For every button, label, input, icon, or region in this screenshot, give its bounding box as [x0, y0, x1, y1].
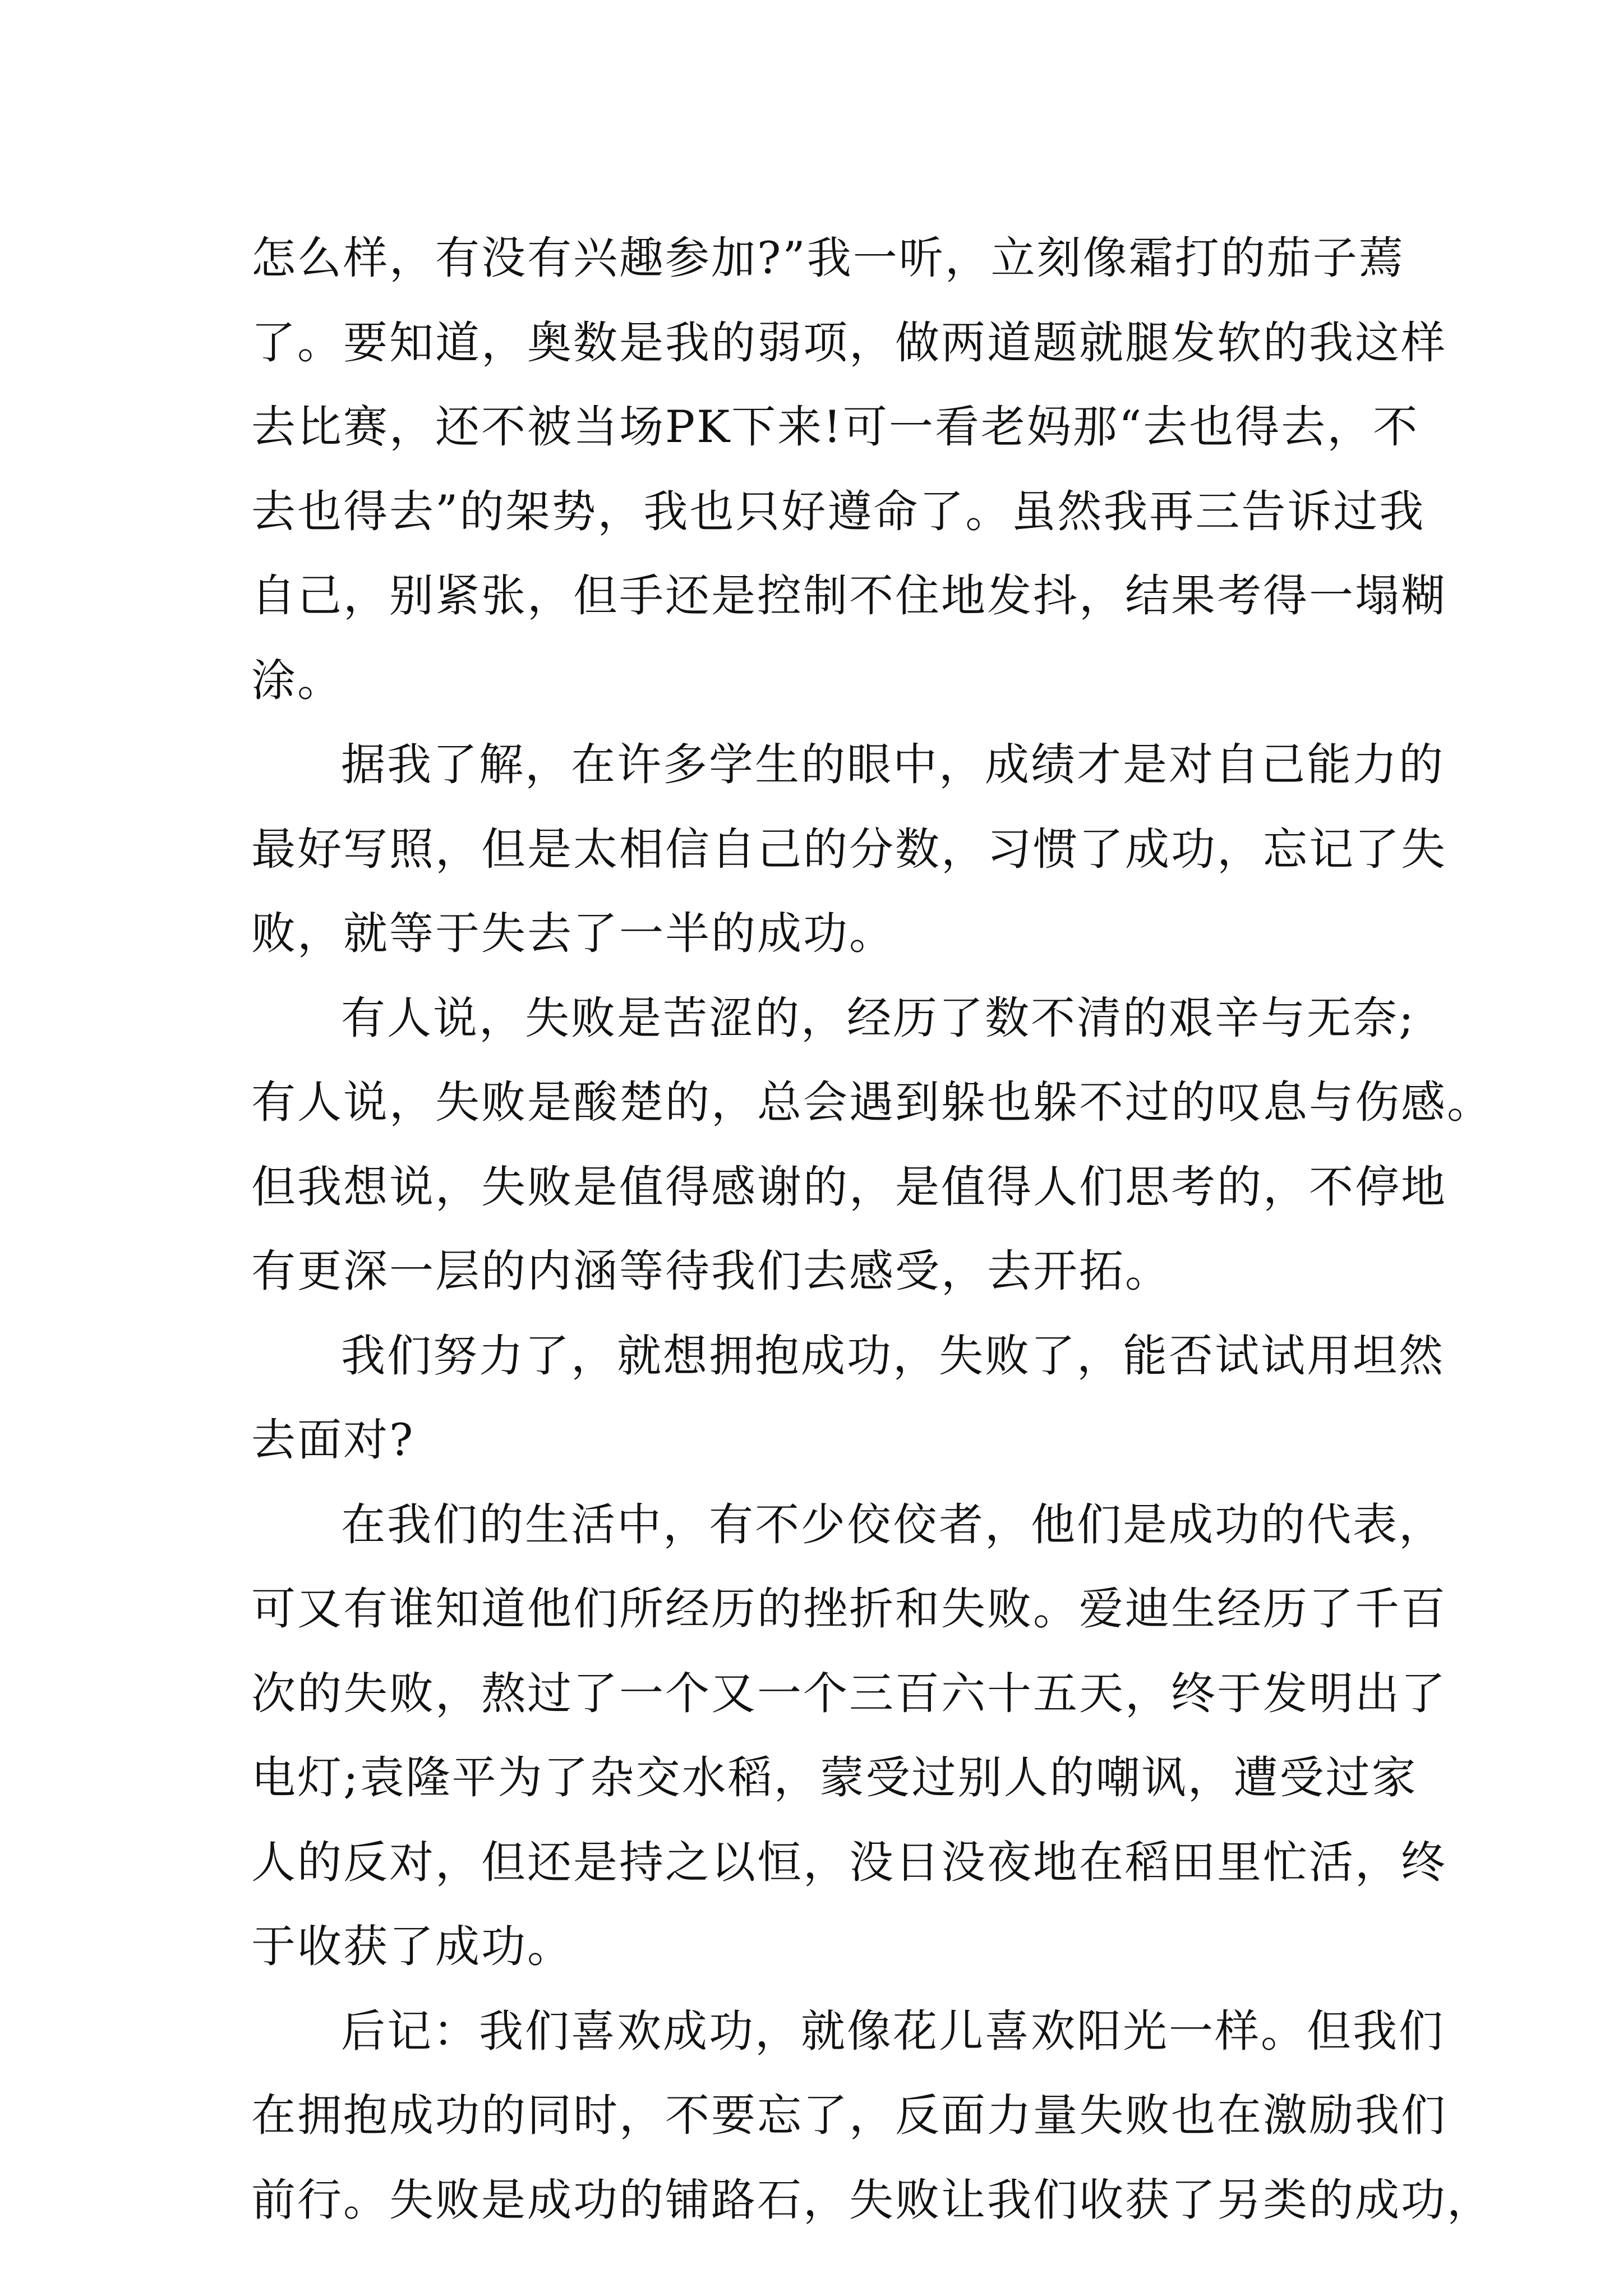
paragraph — [251, 723, 1447, 976]
text-line: 于收获了成功。 — [251, 1921, 573, 1972]
text-line: 我们努力了，就想拥抱成功，失败了，能否试试用坦然 — [341, 1329, 1445, 1382]
essay-body — [251, 216, 1493, 2242]
text-line: 了。要知道，奥数是我的弱项，做两道题就腿发软的我这样 — [251, 316, 1447, 369]
text-line: 有人说，失败是苦涩的，经历了数不清的艰辛与无奈; — [341, 992, 1415, 1044]
text-line: 去面对? — [251, 1414, 415, 1466]
text-line: 有更深一层的内涵等待我们去感受，去开拓。 — [251, 1245, 1171, 1297]
paragraph — [251, 216, 1447, 723]
text-line: 后记：我们喜欢成功，就像花儿喜欢阳光一样。但我们 — [341, 2005, 1445, 2057]
paragraph — [251, 976, 1493, 1314]
text-line: 前行。失败是成功的铺路石，失败让我们收获了另类的成功， — [251, 2174, 1493, 2226]
text-line: 人的反对，但还是持之以恒，没日没夜地在稻田里忙活，终 — [251, 1836, 1447, 1888]
text-line: 最好写照，但是太相信自己的分数，习惯了成功，忘记了失 — [251, 823, 1447, 875]
text-line: 去比赛，还不被当场PK下来!可一看老妈那“去也得去，不 — [251, 401, 1419, 453]
text-line: 自己，别紧张，但手还是控制不住地发抖，结果考得一塌糊 — [251, 570, 1447, 622]
text-line: 在我们的生活中，有不少佼佼者，他们是成功的代表， — [341, 1498, 1445, 1550]
text-line: 在拥抱成功的同时，不要忘了，反面力量失败也在激励我们 — [251, 2090, 1447, 2141]
text-line: 但我想说，失败是值得感谢的，是值得人们思考的，不停地 — [251, 1161, 1447, 1213]
text-line: 去也得去”的架势，我也只好遵命了。虽然我再三告诉过我 — [251, 485, 1426, 537]
paragraph — [251, 1483, 1447, 1989]
text-line: 怎么样，有没有兴趣参加?”我一听，立刻像霜打的茄子蔫 — [251, 232, 1405, 284]
text-line: 据我了解，在许多学生的眼中，成绩才是对自己能力的 — [341, 739, 1445, 790]
text-line: 可又有谁知道他们所经历的挫折和失败。爱迪生经历了千百 — [251, 1583, 1447, 1635]
paragraph — [251, 1989, 1493, 2243]
paragraph — [251, 1314, 1445, 1483]
text-line: 次的失败，熬过了一个又一个三百六十五天，终于发明出了 — [251, 1667, 1447, 1719]
text-line: 败，就等于失去了一半的成功。 — [251, 908, 895, 959]
text-line: 电灯;袁隆平为了杂交水稻，蒙受过别人的嘲讽，遭受过家 — [251, 1752, 1418, 1803]
text-line: 有人说，失败是酸楚的，总会遇到躲也躲不过的叹息与伤感。 — [251, 1076, 1493, 1128]
text-line: 涂。 — [251, 654, 343, 706]
